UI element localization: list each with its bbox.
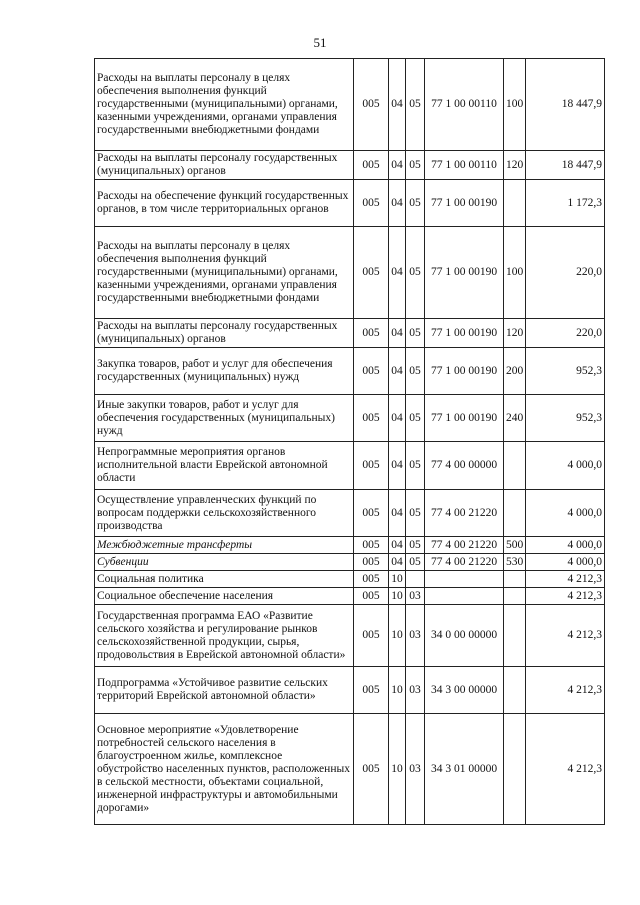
expense-type-code [504,571,526,588]
subsection-code: 05 [406,554,425,571]
section-code: 10 [389,588,406,605]
expense-type-code [504,490,526,537]
row-name: Субвенции [95,554,354,571]
table-row [95,348,605,395]
row-name: Расходы на выплаты персоналу в целях обеспечения выполнения функций государственными (муниципальными) органами, казенными учреждениями, органами управления государственными внебюджетными фондами [95,59,354,151]
ministry-code: 005 [354,554,389,571]
amount: 220,0 [526,227,605,319]
table-row [95,714,605,825]
expense-type-code: 530 [504,554,526,571]
row-name: Социальная политика [95,571,354,588]
section-code: 04 [389,537,406,554]
row-name: Непрограммные мероприятия органов исполнительной власти Еврейской автономной области [95,442,354,490]
expense-type-code: 500 [504,537,526,554]
table-row [95,490,605,537]
table-row [95,605,605,667]
expense-type-code [504,667,526,714]
target-article-code: 77 1 00 00190 [425,180,504,227]
table-row [95,442,605,490]
row-name: Закупка товаров, работ и услуг для обеспечения государственных (муниципальных) нужд [95,348,354,395]
subsection-code: 05 [406,59,425,151]
target-article-code: 77 1 00 00110 [425,151,504,180]
target-article-code: 77 1 00 00190 [425,395,504,442]
row-name: Социальное обеспечение населения [95,588,354,605]
subsection-code: 03 [406,714,425,825]
target-article-code: 77 1 00 00190 [425,319,504,348]
target-article-code: 77 1 00 00110 [425,59,504,151]
expense-type-code: 240 [504,395,526,442]
ministry-code: 005 [354,605,389,667]
section-code: 10 [389,667,406,714]
amount: 4 212,3 [526,605,605,667]
section-code: 04 [389,395,406,442]
subsection-code: 05 [406,537,425,554]
section-code: 04 [389,554,406,571]
table-row [95,151,605,180]
section-code: 04 [389,319,406,348]
ministry-code: 005 [354,395,389,442]
ministry-code: 005 [354,537,389,554]
expense-type-code: 200 [504,348,526,395]
table-row [95,227,605,319]
table-row [95,395,605,442]
amount: 18 447,9 [526,59,605,151]
amount: 1 172,3 [526,180,605,227]
table-row [95,667,605,714]
target-article-code: 77 1 00 00190 [425,227,504,319]
expense-type-code [504,442,526,490]
subsection-code: 05 [406,490,425,537]
row-name: Иные закупки товаров, работ и услуг для обеспечения государственных (муниципальных) нужд [95,395,354,442]
amount: 4 212,3 [526,571,605,588]
ministry-code: 005 [354,571,389,588]
table-row [95,319,605,348]
subsection-code: 05 [406,227,425,319]
section-code: 04 [389,151,406,180]
row-name: Расходы на обеспечение функций государственных органов, в том числе территориальных органов [95,180,354,227]
target-article-code [425,571,504,588]
subsection-code [406,571,425,588]
ministry-code: 005 [354,151,389,180]
amount: 220,0 [526,319,605,348]
target-article-code: 77 4 00 00000 [425,442,504,490]
target-article-code: 77 4 00 21220 [425,537,504,554]
expense-type-code: 100 [504,227,526,319]
target-article-code: 34 3 00 00000 [425,667,504,714]
expense-type-code: 100 [504,59,526,151]
amount: 4 000,0 [526,537,605,554]
target-article-code: 34 0 00 00000 [425,605,504,667]
row-name: Осуществление управленческих функций по вопросам поддержки сельскохозяйственного производства [95,490,354,537]
budget-table [94,58,605,825]
table-row [95,180,605,227]
table-row [95,554,605,571]
section-code: 04 [389,180,406,227]
amount: 4 000,0 [526,554,605,571]
amount: 952,3 [526,348,605,395]
subsection-code: 03 [406,605,425,667]
table-row [95,571,605,588]
section-code: 10 [389,605,406,667]
expense-type-code [504,605,526,667]
amount: 4 212,3 [526,588,605,605]
amount: 4 212,3 [526,714,605,825]
section-code: 10 [389,571,406,588]
subsection-code: 05 [406,180,425,227]
subsection-code: 05 [406,395,425,442]
expense-type-code [504,588,526,605]
table-row [95,537,605,554]
row-name: Основное мероприятие «Удовлетворение потребностей сельского населения в благоустроенном жилье, комплексное обустройство населенных пунктов, расположенных в сельской местности, объектами социальной, инженерной инфраструктуры и автомобильными дорогами» [95,714,354,825]
amount: 4 000,0 [526,490,605,537]
row-name: Межбюджетные трансферты [95,537,354,554]
row-name: Подпрограмма «Устойчивое развитие сельских территорий Еврейской автономной области» [95,667,354,714]
ministry-code: 005 [354,588,389,605]
ministry-code: 005 [354,319,389,348]
subsection-code: 05 [406,319,425,348]
table-row [95,59,605,151]
section-code: 04 [389,59,406,151]
ministry-code: 005 [354,59,389,151]
expense-type-code: 120 [504,319,526,348]
table-row [95,588,605,605]
target-article-code [425,588,504,605]
section-code: 04 [389,227,406,319]
expense-type-code [504,714,526,825]
subsection-code: 05 [406,442,425,490]
row-name: Расходы на выплаты персоналу в целях обеспечения выполнения функций государственными (муниципальными) органами, казенными учреждениями, органами управления государственными внебюджетными фондами [95,227,354,319]
section-code: 10 [389,714,406,825]
ministry-code: 005 [354,490,389,537]
expense-type-code: 120 [504,151,526,180]
target-article-code: 77 4 00 21220 [425,490,504,537]
section-code: 04 [389,442,406,490]
subsection-code: 05 [406,151,425,180]
page-number: 51 [313,35,327,50]
subsection-code: 05 [406,348,425,395]
subsection-code: 03 [406,588,425,605]
expense-type-code [504,180,526,227]
ministry-code: 005 [354,348,389,395]
ministry-code: 005 [354,667,389,714]
section-code: 04 [389,490,406,537]
target-article-code: 77 4 00 21220 [425,554,504,571]
amount: 952,3 [526,395,605,442]
ministry-code: 005 [354,714,389,825]
ministry-code: 005 [354,227,389,319]
target-article-code: 34 3 01 00000 [425,714,504,825]
row-name: Расходы на выплаты персоналу государственных (муниципальных) органов [95,319,354,348]
row-name: Расходы на выплаты персоналу государственных (муниципальных) органов [95,151,354,180]
ministry-code: 005 [354,442,389,490]
amount: 4 212,3 [526,667,605,714]
row-name: Государственная программа ЕАО «Развитие сельского хозяйства и регулирование рынков сельскохозяйственной продукции, сырья, продовольствия в Еврейской автономной области» [95,605,354,667]
target-article-code: 77 1 00 00190 [425,348,504,395]
ministry-code: 005 [354,180,389,227]
amount: 4 000,0 [526,442,605,490]
section-code: 04 [389,348,406,395]
subsection-code: 03 [406,667,425,714]
amount: 18 447,9 [526,151,605,180]
